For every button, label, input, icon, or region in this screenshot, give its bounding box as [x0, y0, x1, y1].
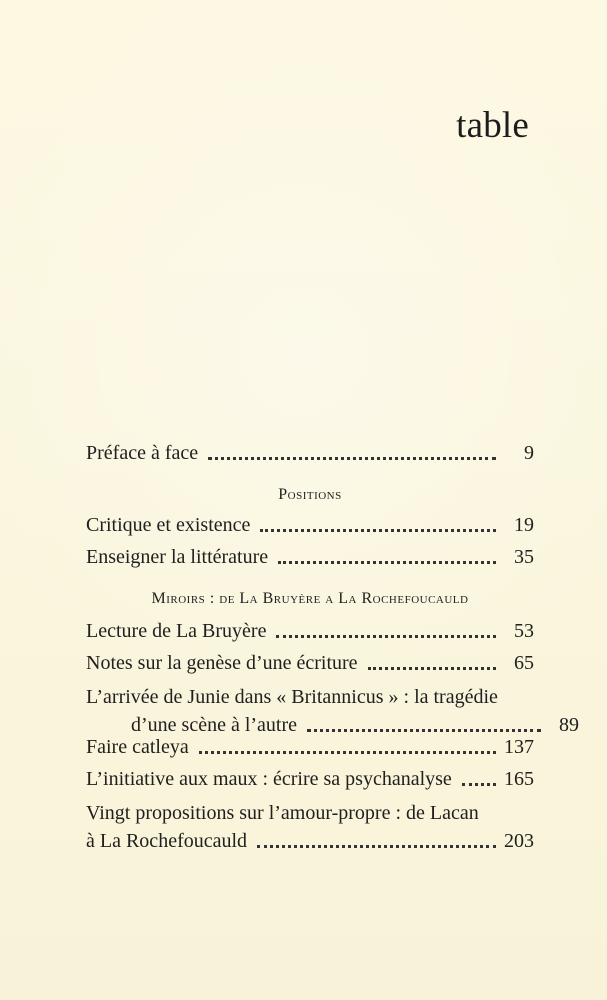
section-heading-miroirs: Miroirs : de La Bruyère a La Rochefoucauld: [151, 590, 469, 607]
toc-entry-junie-britannicus: [86, 683, 579, 739]
toc-entry-title: Enseigner la littérature: [86, 546, 269, 568]
toc-entry-title: Notes sur la genèse d’une écriture: [86, 652, 358, 674]
toc-entry-vingt-propositions: [86, 799, 534, 855]
toc-entry-lecture-la-bruyere: [86, 617, 534, 645]
toc-entry-enseigner-litterature: [86, 543, 534, 571]
toc-page-number: 89: [559, 714, 579, 736]
toc-entry-line: [86, 439, 534, 467]
toc-entry-title: Faire catleya: [86, 736, 189, 758]
toc-entry-line: [86, 649, 534, 677]
toc-entry-genese-ecriture: [86, 649, 534, 677]
toc-entry-initiative-maux: [86, 765, 534, 793]
toc-entry-line: [86, 733, 534, 761]
toc-page-number: 165: [504, 768, 534, 790]
dot-leader: [257, 844, 496, 848]
toc-entry-title-line-2: d’une scène à l’autre: [131, 714, 298, 736]
toc-entry-title: Critique et existence: [86, 514, 251, 536]
toc-entry-title: Préface à face: [86, 442, 199, 464]
toc-entry-line: [86, 827, 534, 855]
toc-entry-title-line-1: L’arrivée de Junie dans « Britannicus » : la tragédie: [86, 686, 498, 708]
dot-leader: [368, 666, 496, 670]
toc-entry-faire-catleya: [86, 733, 534, 761]
section-heading-positions: Positions: [278, 486, 342, 503]
toc-entry-line: [86, 543, 534, 571]
toc-entry-critique-existence: [86, 511, 534, 539]
toc-page-number: 35: [514, 546, 534, 568]
dot-leader: [260, 528, 496, 532]
toc-page-number: 9: [524, 442, 534, 464]
dot-leader: [307, 728, 541, 732]
toc-entry-line: [86, 617, 534, 645]
toc-entry-title-line-1: Vingt propositions sur l’amour-propre : de Lacan: [86, 802, 479, 824]
toc-entry-line: [86, 511, 534, 539]
page-title: table: [456, 105, 529, 146]
toc-page-number: 19: [514, 514, 534, 536]
dot-leader: [462, 782, 496, 786]
dot-leader: [199, 750, 496, 754]
toc-entry-preface: [86, 439, 534, 467]
dot-leader: [276, 634, 496, 638]
dot-leader: [278, 560, 496, 564]
toc-entry-title-line-2: à La Rochefoucauld: [86, 830, 248, 852]
toc-page-number: 203: [504, 830, 534, 852]
toc-entry-line: [86, 765, 534, 793]
dot-leader: [208, 456, 496, 460]
toc-entry-title: Lecture de La Bruyère: [86, 620, 267, 642]
toc-page-number: 137: [504, 736, 534, 758]
toc-page-number: 53: [514, 620, 534, 642]
toc-page-number: 65: [514, 652, 534, 674]
toc-entry-title: L’initiative aux maux : écrire sa psychanalyse: [86, 768, 452, 790]
